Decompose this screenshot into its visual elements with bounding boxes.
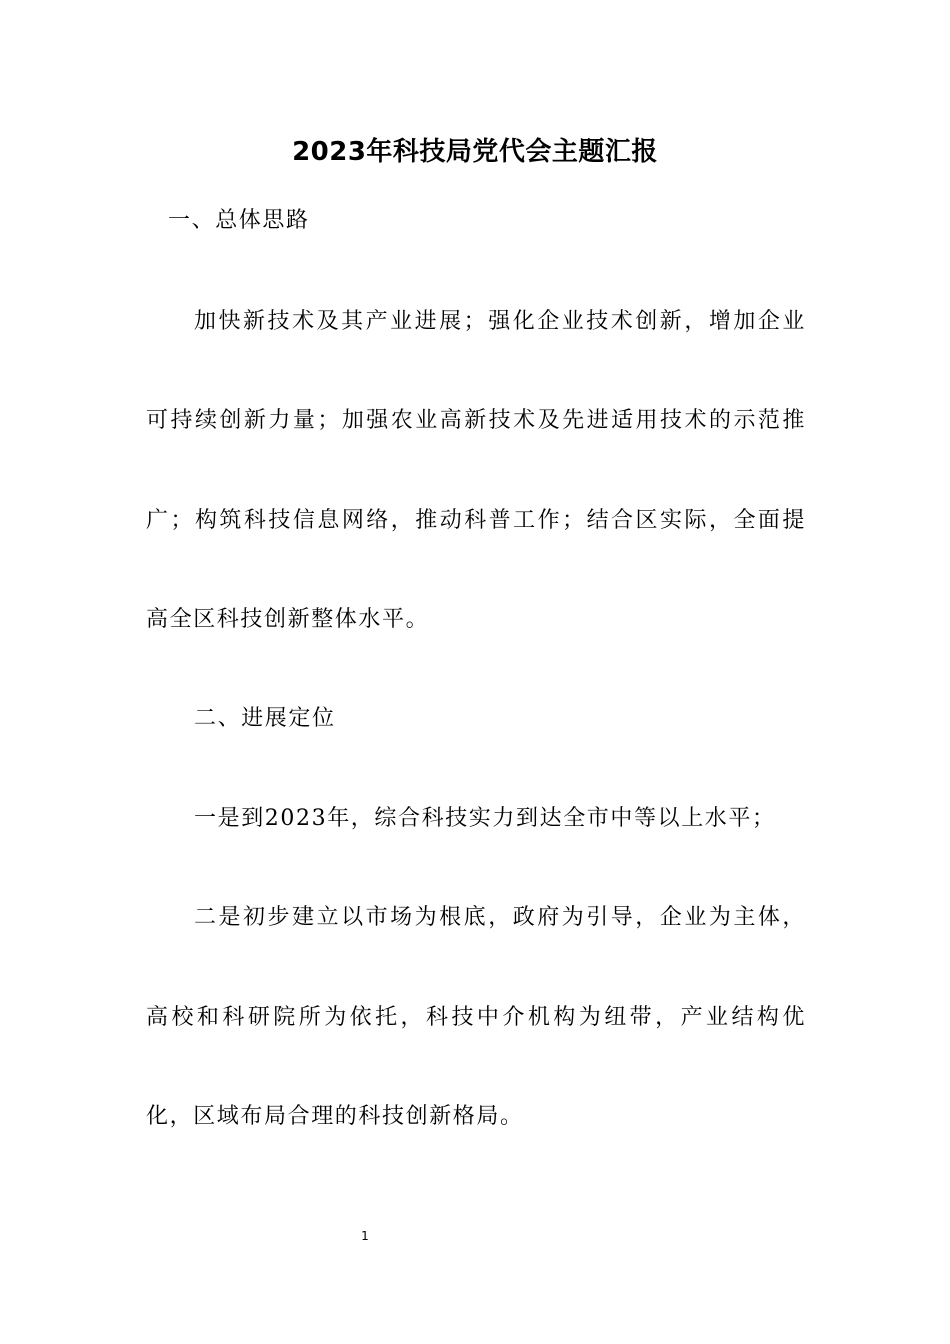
paragraph-line: 加快新技术及其产业进展；强化企业技术创新，增加企业 <box>194 309 806 334</box>
paragraph-line: 高全区科技创新整体水平。 <box>146 607 430 632</box>
page-number: 1 <box>361 1229 369 1243</box>
paragraph-line: 一是到2023年，综合科技实力到达全市中等以上水平； <box>194 806 776 831</box>
section-heading-development-positioning: 二、进展定位 <box>194 706 336 731</box>
paragraph-line: 化，区域布局合理的科技创新格局。 <box>146 1104 524 1129</box>
document-title: 2023年科技局党代会主题汇报 <box>292 137 658 167</box>
paragraph-line: 可持续创新力量；加强农业高新技术及先进适用技术的示范推 <box>146 408 806 433</box>
section-heading-overall-approach: 一、总体思路 <box>168 208 310 233</box>
paragraph-line: 二是初步建立以市场为根底，政府为引导，企业为主体， <box>194 905 806 930</box>
paragraph-line: 高校和科研院所为依托，科技中介机构为纽带，产业结构优 <box>146 1005 806 1030</box>
paragraph-line: 广；构筑科技信息网络，推动科普工作；结合区实际，全面提 <box>146 508 806 533</box>
